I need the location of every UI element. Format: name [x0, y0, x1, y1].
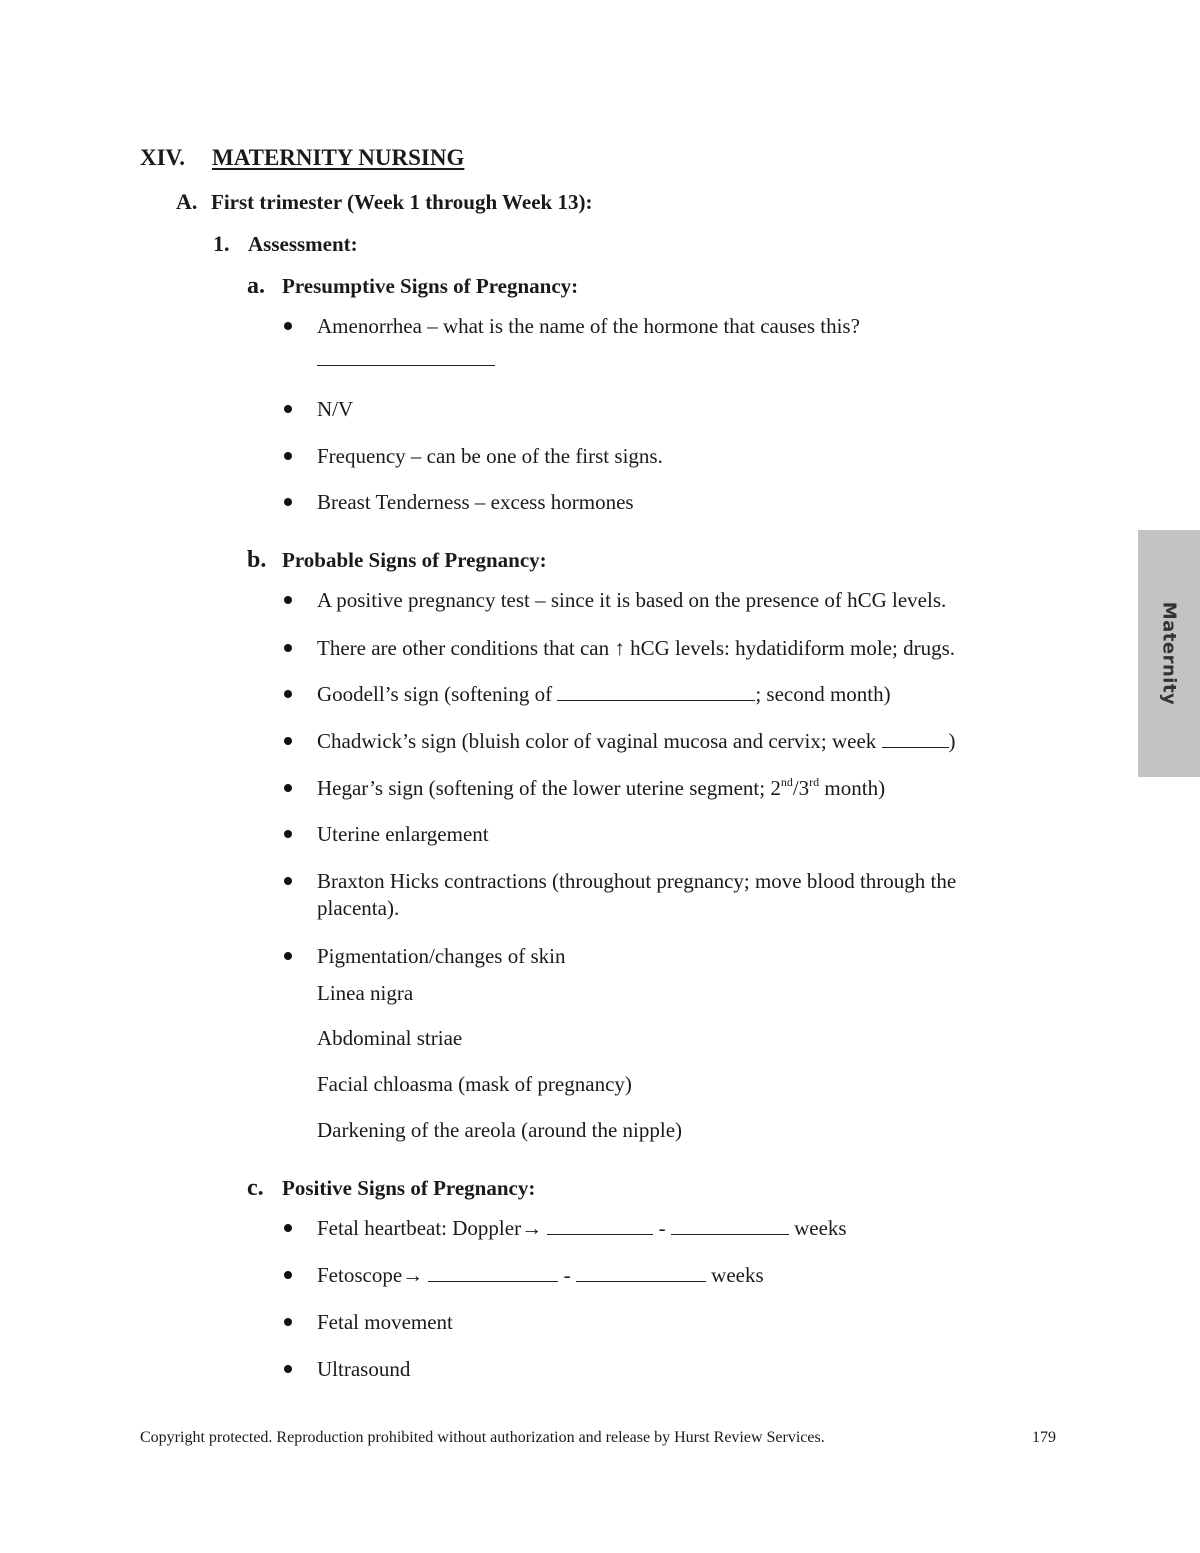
ordinal-suffix: nd	[780, 775, 793, 789]
bullet-icon	[284, 596, 292, 604]
list-item: Frequency – can be one of the first signs.	[317, 444, 663, 468]
presumptive-heading	[247, 273, 578, 300]
bullet-icon	[284, 737, 292, 745]
bullet-icon	[284, 452, 292, 460]
section-title: MATERNITY NURSING	[212, 145, 465, 170]
skin-change-item: Darkening of the areola (around the nipple)	[317, 1118, 683, 1142]
list-item	[317, 775, 885, 802]
probable-letter: b.	[247, 547, 267, 573]
range-dash: -	[558, 1263, 576, 1287]
answer-blank[interactable]	[576, 1263, 706, 1282]
weeks-label: weeks	[705, 1263, 764, 1287]
subsection-heading	[176, 189, 592, 215]
item-number: 1.	[213, 231, 230, 256]
list-item: Breast Tenderness – excess hormones	[317, 490, 634, 514]
skin-change-item: Abdominal striae	[317, 1026, 463, 1050]
bullet-icon	[284, 1271, 292, 1279]
fetoscope-text: Fetoscope→	[317, 1263, 429, 1287]
bullet-icon	[284, 952, 292, 960]
list-item: N/V	[317, 397, 354, 421]
skin-change-item: Facial chloasma (mask of pregnancy)	[317, 1072, 632, 1096]
positive-title: Positive Signs of Pregnancy:	[282, 1176, 536, 1200]
section-number: XIV.	[140, 145, 185, 170]
subsection-letter: A.	[176, 189, 198, 214]
hegar-text-end: month)	[819, 776, 886, 800]
weeks-label: weeks	[788, 1216, 847, 1240]
bullet-icon	[284, 784, 292, 792]
answer-blank[interactable]	[428, 1263, 558, 1282]
list-item	[317, 1215, 847, 1242]
bullet-icon	[284, 690, 292, 698]
bullet-icon	[284, 498, 292, 506]
answer-blank[interactable]	[671, 1216, 789, 1235]
side-tab-label-wrap	[1138, 530, 1200, 777]
bullet-icon	[284, 1365, 292, 1373]
list-item: Uterine enlargement	[317, 822, 489, 846]
list-item: Ultrasound	[317, 1357, 411, 1381]
list-item: A positive pregnancy test – since it is based on the presence of hCG levels.	[317, 588, 947, 612]
braxton-line-1: Braxton Hicks contractions (throughout pregnancy; move blood through the	[317, 869, 957, 893]
page-number: 179	[1032, 1429, 1056, 1446]
item-heading	[213, 231, 358, 257]
item-title: Assessment:	[248, 232, 358, 256]
answer-blank[interactable]	[882, 729, 949, 748]
bullet-icon	[284, 877, 292, 885]
goodell-text: Goodell’s sign (softening of	[317, 682, 558, 706]
section-heading	[140, 145, 464, 171]
positive-letter: c.	[247, 1175, 264, 1201]
answer-blank[interactable]	[547, 1216, 653, 1235]
doppler-text: Fetal heartbeat: Doppler→	[317, 1216, 548, 1240]
side-tab-label: Maternity	[1158, 601, 1180, 706]
bullet-icon	[284, 1224, 292, 1232]
bullet-icon	[284, 830, 292, 838]
list-item: Fetal movement	[317, 1310, 453, 1334]
list-item: Pigmentation/changes of skin	[317, 944, 566, 968]
presumptive-title: Presumptive Signs of Pregnancy:	[282, 274, 579, 298]
list-item: Amenorrhea – what is the name of the hormone that causes this?	[317, 314, 860, 338]
chadwick-text-end: )	[948, 729, 956, 753]
copyright-notice: Copyright protected. Reproduction prohibited without authorization and release by Hurst Review Services.	[140, 1429, 825, 1446]
list-item	[317, 728, 956, 755]
probable-title: Probable Signs of Pregnancy:	[282, 548, 547, 572]
positive-heading	[247, 1175, 535, 1202]
list-item	[317, 1262, 764, 1289]
probable-heading	[247, 547, 547, 574]
bullet-icon	[284, 1318, 292, 1326]
subsection-title: First trimester (Week 1 through Week 13):	[211, 190, 593, 214]
list-item	[317, 868, 956, 922]
hegar-text: Hegar’s sign (softening of the lower uterine segment; 2	[317, 776, 781, 800]
ordinal-suffix: rd	[809, 775, 820, 789]
hegar-text-mid: /3	[792, 776, 810, 800]
bullet-icon	[284, 405, 292, 413]
range-dash: -	[653, 1216, 671, 1240]
list-item: There are other conditions that can ↑ hCG levels: hydatidiform mole; drugs.	[317, 636, 955, 660]
bullet-icon	[284, 644, 292, 652]
braxton-line-2: placenta).	[317, 896, 400, 920]
answer-blank[interactable]	[557, 682, 755, 701]
goodell-text-end: ; second month)	[755, 682, 891, 706]
bullet-icon	[284, 322, 292, 330]
answer-blank[interactable]	[317, 346, 495, 366]
skin-change-item: Linea nigra	[317, 981, 414, 1005]
presumptive-letter: a.	[247, 273, 265, 299]
chadwick-text: Chadwick’s sign (bluish color of vaginal mucosa and cervix; week	[317, 729, 882, 753]
list-item	[317, 681, 891, 708]
